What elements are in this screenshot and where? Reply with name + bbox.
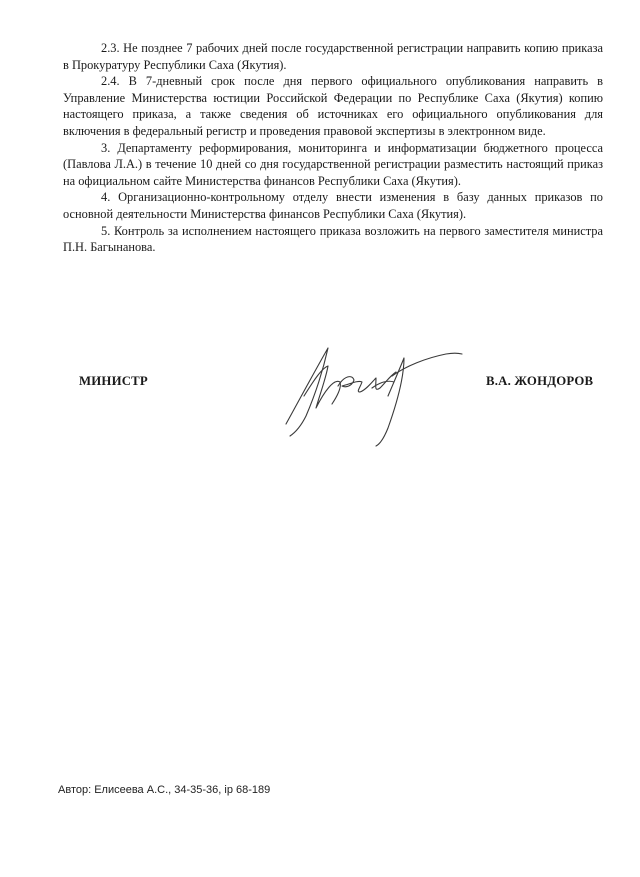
order-body <box>63 40 603 256</box>
handwritten-signature <box>276 336 466 448</box>
paragraph-5: 5. Контроль за исполнением настоящего приказа возложить на первого заместителя министра П.Н. Багынанова. <box>63 223 603 255</box>
signatory-title: МИНИСТР <box>79 374 148 388</box>
paragraph-2-4: 2.4. В 7-дневный срок после дня первого официального опубликования направить в Управление Министерства юстиции Российской Федерации по Республике Саха (Якутия) копию настоящего приказа, а также сведения об источниках его официального опубликования для включения в федеральный регистр и проведения правовой экспертизы в электронном виде. <box>63 74 603 138</box>
paragraph-2-3: 2.3. Не позднее 7 рабочих дней после государственной регистрации направить копию приказа в Прокуратуру Республики Саха (Якутия). <box>63 41 603 72</box>
signature-stroke-3 <box>338 372 396 392</box>
paragraph-3: 3. Департаменту реформирования, мониторинга и информатизации бюджетного процесса (Павлова Л.А.) в течение 10 дней со дня государственной регистрации разместить настоящий приказ на официальном сайте Министерства финансов Республики Саха (Якутия). <box>63 140 603 188</box>
paragraph-4: 4. Организационно-контрольному отделу внести изменения в базу данных приказов по основной деятельности Министерства финансов Республики Саха (Якутия). <box>63 190 603 221</box>
signatory-name: В.А. ЖОНДОРОВ <box>486 374 594 388</box>
author-footer: Автор: Елисеева А.С., 34-35-36, ip 68-189 <box>58 784 271 796</box>
